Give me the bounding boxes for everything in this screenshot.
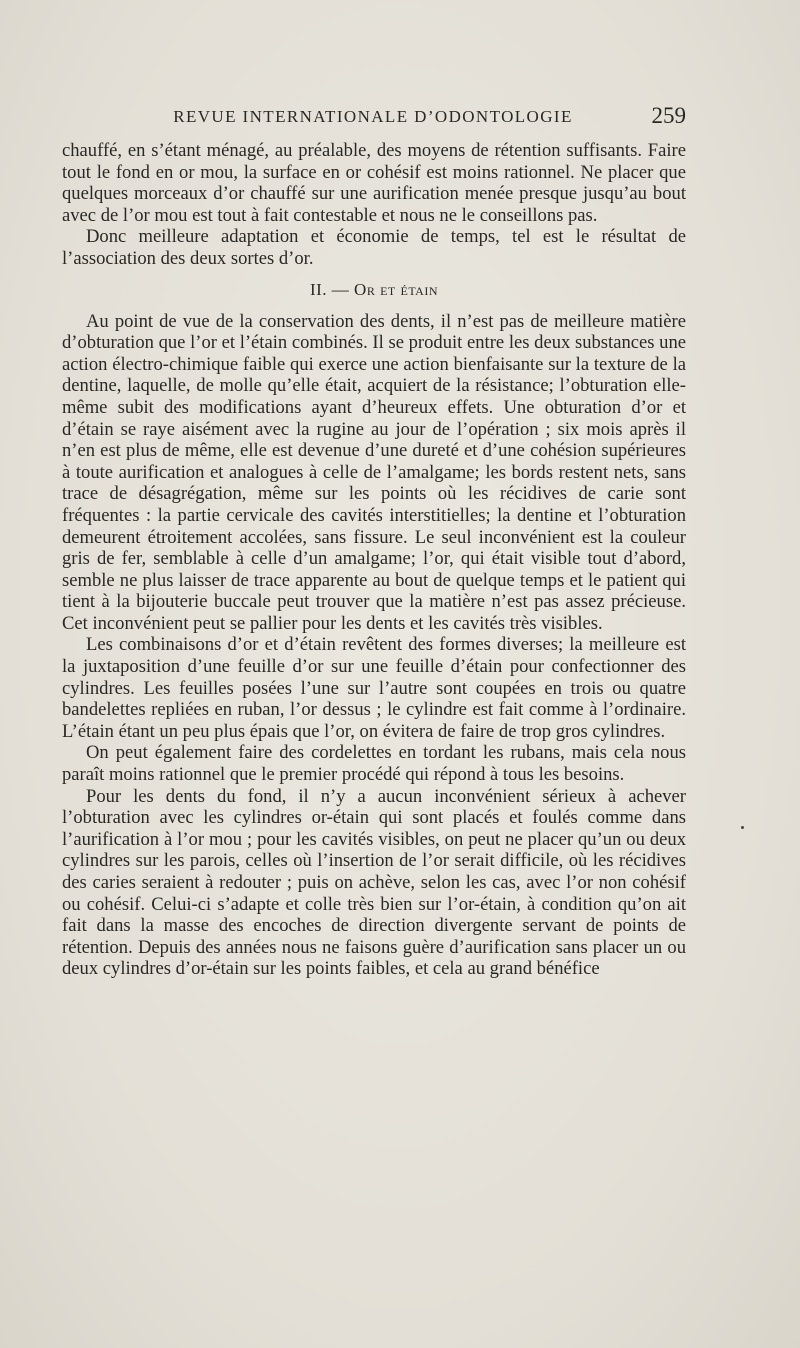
section-title: Or et étain — [354, 279, 439, 299]
paragraph-1: chauffé, en s’étant ménagé, au préalable, des moyens de rétention suffisants. Faire tout le fond en or mou, la surface en or cohésif est moins rationnel. Ne placer que quelques morceaux d’or chauffé sur une aurification menée presque jusqu’au bout avec de l’or mou est tout à fait contestable et nous ne le conseillons pas. — [62, 140, 686, 226]
paper-speck — [741, 826, 744, 829]
page-header — [60, 104, 686, 130]
page-number: 259 — [651, 103, 686, 128]
body-text — [62, 140, 686, 980]
paragraph-4: Les combinaisons d’or et d’étain revêtent des formes diverses; la meilleure est la juxtaposition d’une feuille d’or sur une feuille d’étain pour confectionner des cylindres. Les feuilles posées l’une sur l’autre sont coupées en trois ou quatre bandelettes repliées en ruban, l’or dessus ; le cylindre est fait comme à l’ordinaire. L’étain étant un peu plus épais que l’or, on évitera de faire de trop gros cylindres. — [62, 634, 686, 742]
section-heading — [62, 279, 686, 301]
section-numeral: II. — — [309, 279, 350, 299]
paragraph-5: On peut également faire des cordelettes en tordant les rubans, mais cela nous paraît moins rationnel que le premier procédé qui répond à tous les besoins. — [62, 742, 686, 786]
paragraph-6: Pour les dents du fond, il n’y a aucun inconvénient sérieux à achever l’obturation avec les cylindres or-étain qui sont placés et foulés comme dans l’aurification à l’or mou ; pour les cavités visibles, on peut ne placer qu’un ou deux cylindres sur les parois, celles où l’insertion de l’or serait difficile, où les récidives des caries seraient à redouter ; puis on achève, selon les cas, avec l’or non cohésif ou cohésif. Celui-ci s’adapte et colle très bien sur l’or-étain, à condition qu’on ait fait dans la masse des encoches de direction divergente servant de points de rétention. Depuis des années nous ne faisons guère d’aurification sans placer un ou deux cylindres d’or-étain sur les points faibles, et cela au grand bénéfice — [62, 785, 686, 980]
paragraph-3: Au point de vue de la conservation des dents, il n’est pas de meilleure matière d’obturation que l’or et l’étain combinés. Il se produit entre les deux substances une action électro-chimique faible qui exerce une action bienfaisante sur la texture de la dentine, laquelle, de molle qu’elle était, acquiert de la résistance; l’obturation elle-même subit des modifications ayant d’heureux effets. Une obturation d’or et d’étain se raye aisément avec la rugine au jour de l’opération ; six mois après il n’en est plus de même, elle est devenue d’une dureté et d’une cohésion supérieures à toute aurification et analogues à celle de l’amalgame; les bords restent nets, sans trace de désagrégation, même sur les points où les récidives de carie sont fréquentes : la partie cervicale des cavités interstitielles; la dentine et l’obturation demeurent étroitement accolées, sans fissure. Le seul inconvénient est la couleur gris de fer, semblable à celle d’un amalgame; l’or, qui était visible tout d’abord, semble ne plus laisser de trace apparente au bout de quelque temps et le patient qui tient à la bijouterie buccale peut trouver que la matière n’est pas assez précieuse. Cet inconvénient peut se pallier pour les dents et les cavités très visibles. — [62, 310, 686, 634]
paragraph-2: Donc meilleure adaptation et économie de temps, tel est le résultat de l’association des deux sortes d’or. — [62, 226, 686, 269]
running-title: REVUE INTERNATIONALE D’ODONTOLOGIE — [173, 107, 573, 126]
